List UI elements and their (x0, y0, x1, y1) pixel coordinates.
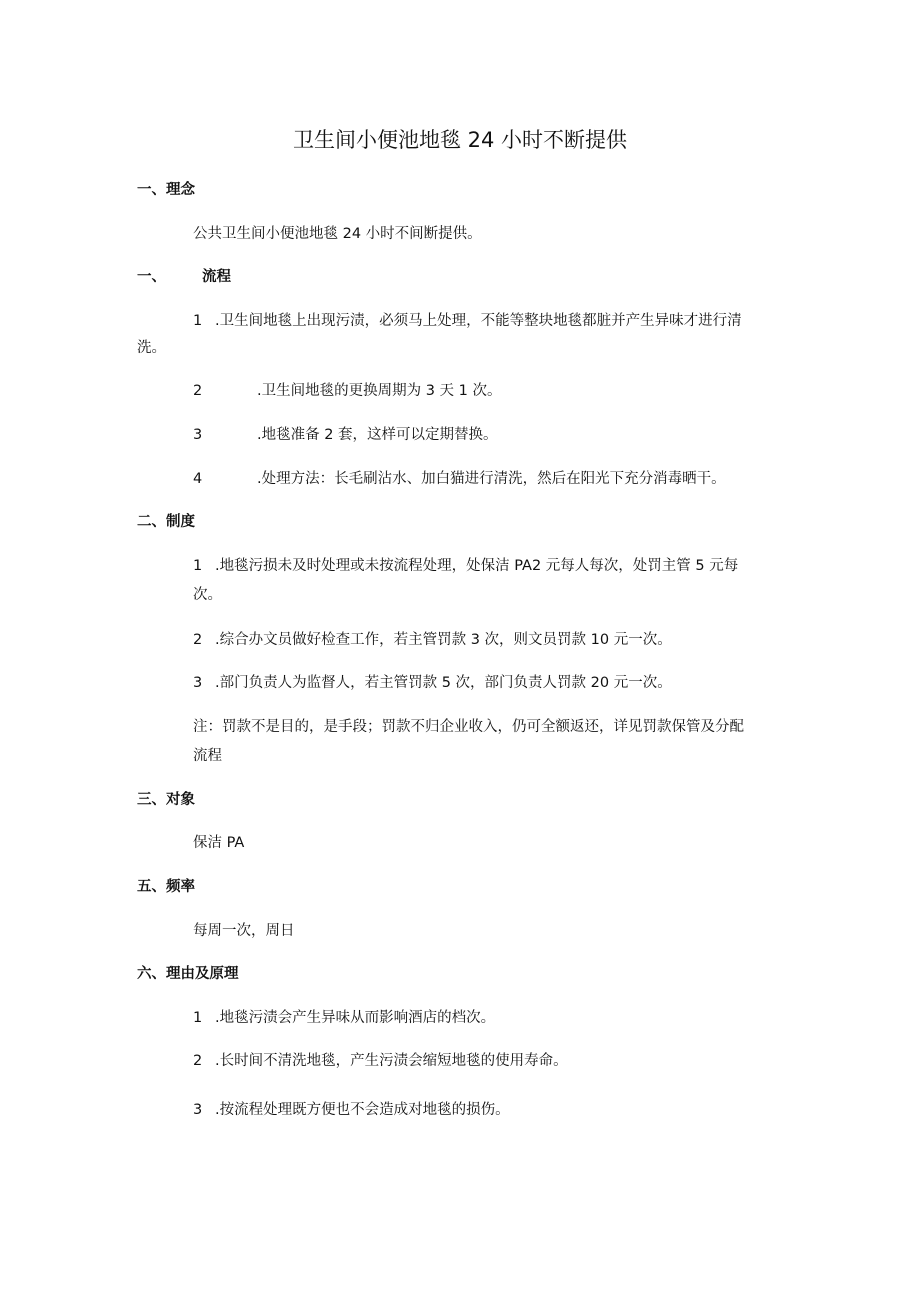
process-item-1-continuation: 洗。 (137, 340, 166, 356)
process-item-4-number: 4 (193, 471, 203, 487)
process-item-3-text: .地毯准备 2 套，这样可以定期替换。 (257, 427, 498, 443)
frequency-body: 每周一次，周日 (193, 923, 295, 939)
section-heading-philosophy: 一、理念 (137, 182, 195, 198)
rules-item-3-text: .部门负责人为监督人，若主管罚款 5 次，部门负责人罚款 20 元一次。 (215, 675, 672, 691)
section-heading-frequency: 五、频率 (137, 879, 195, 895)
process-item-2-number: 2 (193, 383, 203, 399)
process-item-4-text: .处理方法：长毛刷沾水、加白猫进行清洗，然后在阳光下充分消毒晒干。 (257, 471, 726, 487)
rules-item-3-number: 3 (193, 675, 203, 691)
reasons-item-1-number: 1 (193, 1010, 203, 1026)
rules-item-1-number: 1 (193, 558, 203, 574)
process-item-1-text: .卫生间地毯上出现污渍，必须马上处理，不能等整块地毯都脏并产生异味才进行清 (215, 313, 742, 329)
reasons-item-2-text: .长时间不清洗地毯，产生污渍会缩短地毯的使用寿命。 (215, 1053, 568, 1069)
reasons-item-1-text: .地毯污渍会产生异味从而影响酒店的档次。 (215, 1010, 496, 1026)
section-heading-target: 三、对象 (137, 792, 195, 808)
rules-item-2-number: 2 (193, 632, 203, 648)
rules-item-1-continuation: 次。 (193, 587, 222, 603)
target-body: 保洁 PA (193, 835, 245, 851)
philosophy-body: 公共卫生间小便池地毯 24 小时不间断提供。 (193, 226, 482, 242)
rules-note-line-1: 注：罚款不是目的，是手段；罚款不归企业收入，仍可全额返还，详见罚款保管及分配 (193, 719, 744, 735)
document-title: 卫生间小便池地毯 24 小时不断提供 (292, 128, 628, 152)
process-item-1-number: 1 (193, 313, 203, 329)
reasons-item-3-number: 3 (193, 1102, 203, 1118)
process-item-2-text: .卫生间地毯的更换周期为 3 天 1 次。 (257, 383, 502, 399)
rules-item-1-text: .地毯污损未及时处理或未按流程处理，处保洁 PA2 元每人每次，处罚主管 5 元每 (215, 558, 739, 574)
section-heading-process: 流程 (202, 269, 231, 285)
section-heading-reasons: 六、理由及原理 (137, 966, 239, 982)
reasons-item-2-number: 2 (193, 1053, 203, 1069)
reasons-item-3-text: .按流程处理既方便也不会造成对地毯的损伤。 (215, 1102, 510, 1118)
rules-item-2-text: .综合办文员做好检查工作，若主管罚款 3 次，则文员罚款 10 元一次。 (215, 632, 672, 648)
section-heading-rules: 二、制度 (137, 514, 195, 530)
section-heading-process-marker: 一、 (137, 269, 166, 285)
process-item-3-number: 3 (193, 427, 203, 443)
rules-note-line-2: 流程 (193, 748, 222, 764)
